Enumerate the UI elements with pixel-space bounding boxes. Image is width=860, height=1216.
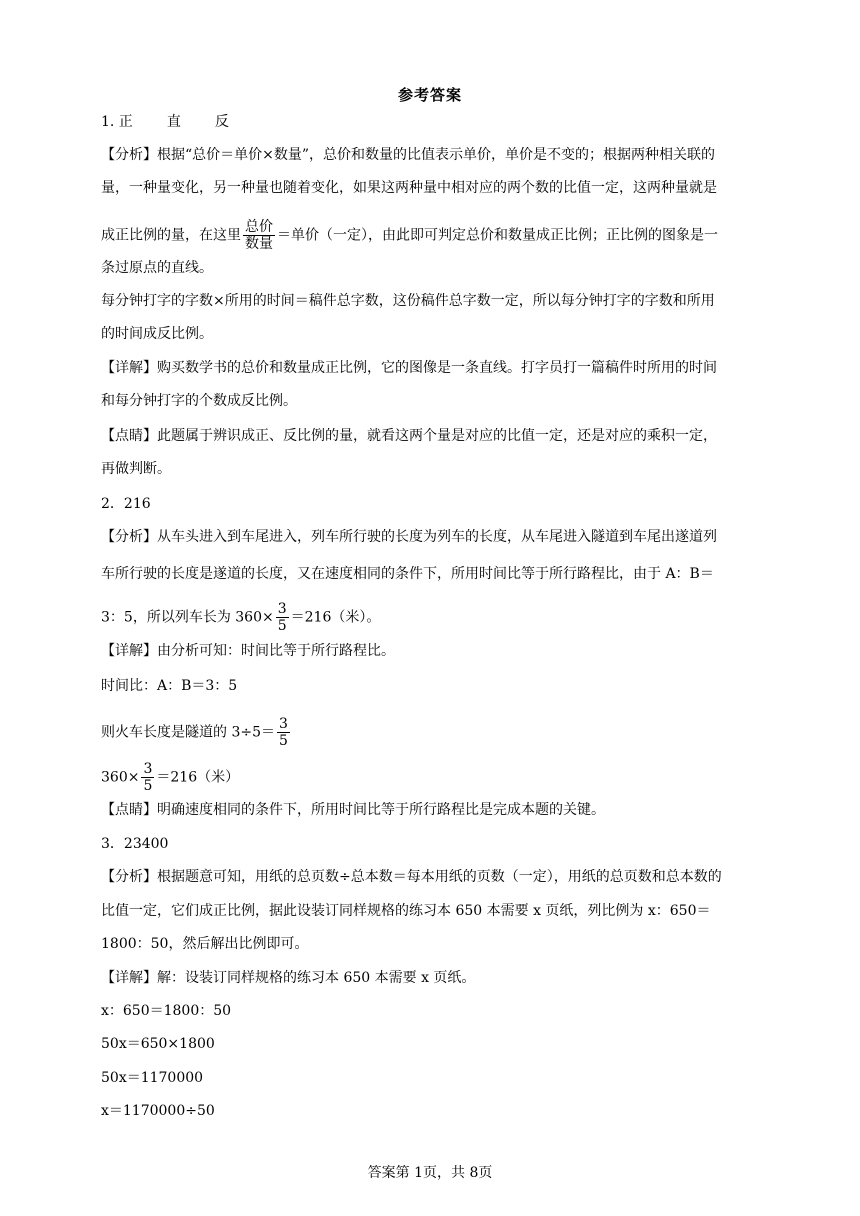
q1-detail-line-2: 和每分钟打字的个数成反比例。 [101,393,297,409]
q2-detail-line-3 [101,716,292,749]
q1-analysis-line-3 [101,219,718,252]
q2-detail-line-1: 【详解】由分析可知：时间比等于所行路程比。 [101,643,395,659]
q1-fraction [243,219,275,252]
q1-analysis-line-5: 每分钟打字的字数×所用的时间＝稿件总字数，这份稿件总字数一定，所以每分钟打字的字数和所用 [101,293,715,309]
q1-fraction-denominator: 数量 [245,236,273,252]
q3-analysis-line-3: 1800：50，然后解出比例即可。 [101,936,309,952]
q2-fraction-1-numerator: 3 [277,601,287,617]
q1-analysis-line-6: 的时间成反比例。 [101,326,213,342]
q1-analysis-line-1: 【分析】根据“总价＝单价×数量”，总价和数量的比值表示单价，单价是不变的；根据两种相关联的 [101,147,716,163]
q2-analysis-line-3a: 3：5，所以列车长为 360× [101,609,274,626]
q3-detail-line-5: x＝1170000÷50 [101,1103,215,1119]
page-footer: 答案第 1页，共 8页 [367,1165,493,1181]
q2-fraction-3-numerator: 3 [143,761,153,777]
q2-detail-line-4 [101,761,239,794]
q1-answer-3: 反 [214,114,229,130]
q2-fraction-2-denominator: 5 [279,733,288,749]
q1-detail-line-1: 【详解】购买数学书的总价和数量成正比例，它的图像是一条直线。打字员打一篇稿件时所用的时间 [101,360,717,376]
q1-fraction-numerator: 总价 [245,219,273,235]
q3-analysis-line-1: 【分析】根据题意可知，用纸的总页数÷总本数＝每本用纸的页数（一定），用纸的总页数和总本数的 [101,869,722,885]
q3-answer-line: 3．23400 [101,836,169,852]
q1-remark-line-1: 【点睛】此题属于辨识成正、反比例的量，就看这两个量是对应的比值一定，还是对应的乘积一定， [101,428,717,444]
q3-analysis-line-2: 比值一定，它们成正比例，据此设装订同样规格的练习本 650 本需要 x 页纸，列比例为 x：650＝ [101,903,711,919]
q2-detail-line-4b: ＝216（米） [156,769,240,786]
q2-detail-line-2: 时间比：A：B＝3：5 [101,678,238,694]
page-title: 参考答案 [397,86,462,104]
q2-answer-line: 2．216 [101,496,151,512]
q2-detail-line-4a: 360× [101,769,140,786]
q1-answer-1: 1. 正 [101,114,133,130]
q2-fraction-1 [276,601,289,634]
q2-analysis-line-1: 【分析】从车头进入到车尾进入，列车所行驶的长度为列车的长度，从车尾进入隧道到车尾出遂道列 [101,529,717,545]
q2-fraction-3-denominator: 5 [143,778,153,794]
q3-detail-line-1: 【详解】解：设装订同样规格的练习本 650 本需要 x 页纸。 [101,970,476,986]
q2-fraction-1-denominator: 5 [277,618,287,634]
q2-remark: 【点睛】明确速度相同的条件下，所用时间比等于所行路程比是完成本题的关键。 [101,802,605,818]
q3-detail-line-4: 50x＝1170000 [101,1070,204,1086]
q2-fraction-3 [141,761,154,794]
q2-fraction-2 [277,716,290,749]
q1-analysis-line-3a: 成正比例的量，在这里 [101,227,241,244]
q1-answer-line [101,112,229,132]
q2-detail-line-3a: 则火车长度是隧道的 3÷5＝ [101,724,275,741]
q2-analysis-line-3b: ＝216（米）。 [290,609,381,626]
q1-answer-2: 直 [166,114,181,130]
q1-analysis-line-3b: ＝单价（一定），由此即可判定总价和数量成正比例；正比例的图象是一 [277,227,718,244]
q1-analysis-line-4: 条过原点的直线。 [101,260,213,276]
q3-detail-line-2: x：650＝1800：50 [101,1003,232,1019]
q1-remark-line-2: 再做判断。 [101,461,171,477]
q2-analysis-line-3 [101,601,380,634]
q1-analysis-line-2: 量，一种量变化，另一种量也随着变化，如果这两种量中相对应的两个数的比值一定，这两种量就是 [101,180,717,196]
q2-analysis-line-2: 车所行驶的长度是遂道的长度，又在速度相同的条件下，所用时间比等于所行路程比，由于 A：B＝ [101,566,714,582]
q2-fraction-2-numerator: 3 [279,716,288,732]
q3-detail-line-3: 50x＝650×1800 [101,1036,215,1052]
